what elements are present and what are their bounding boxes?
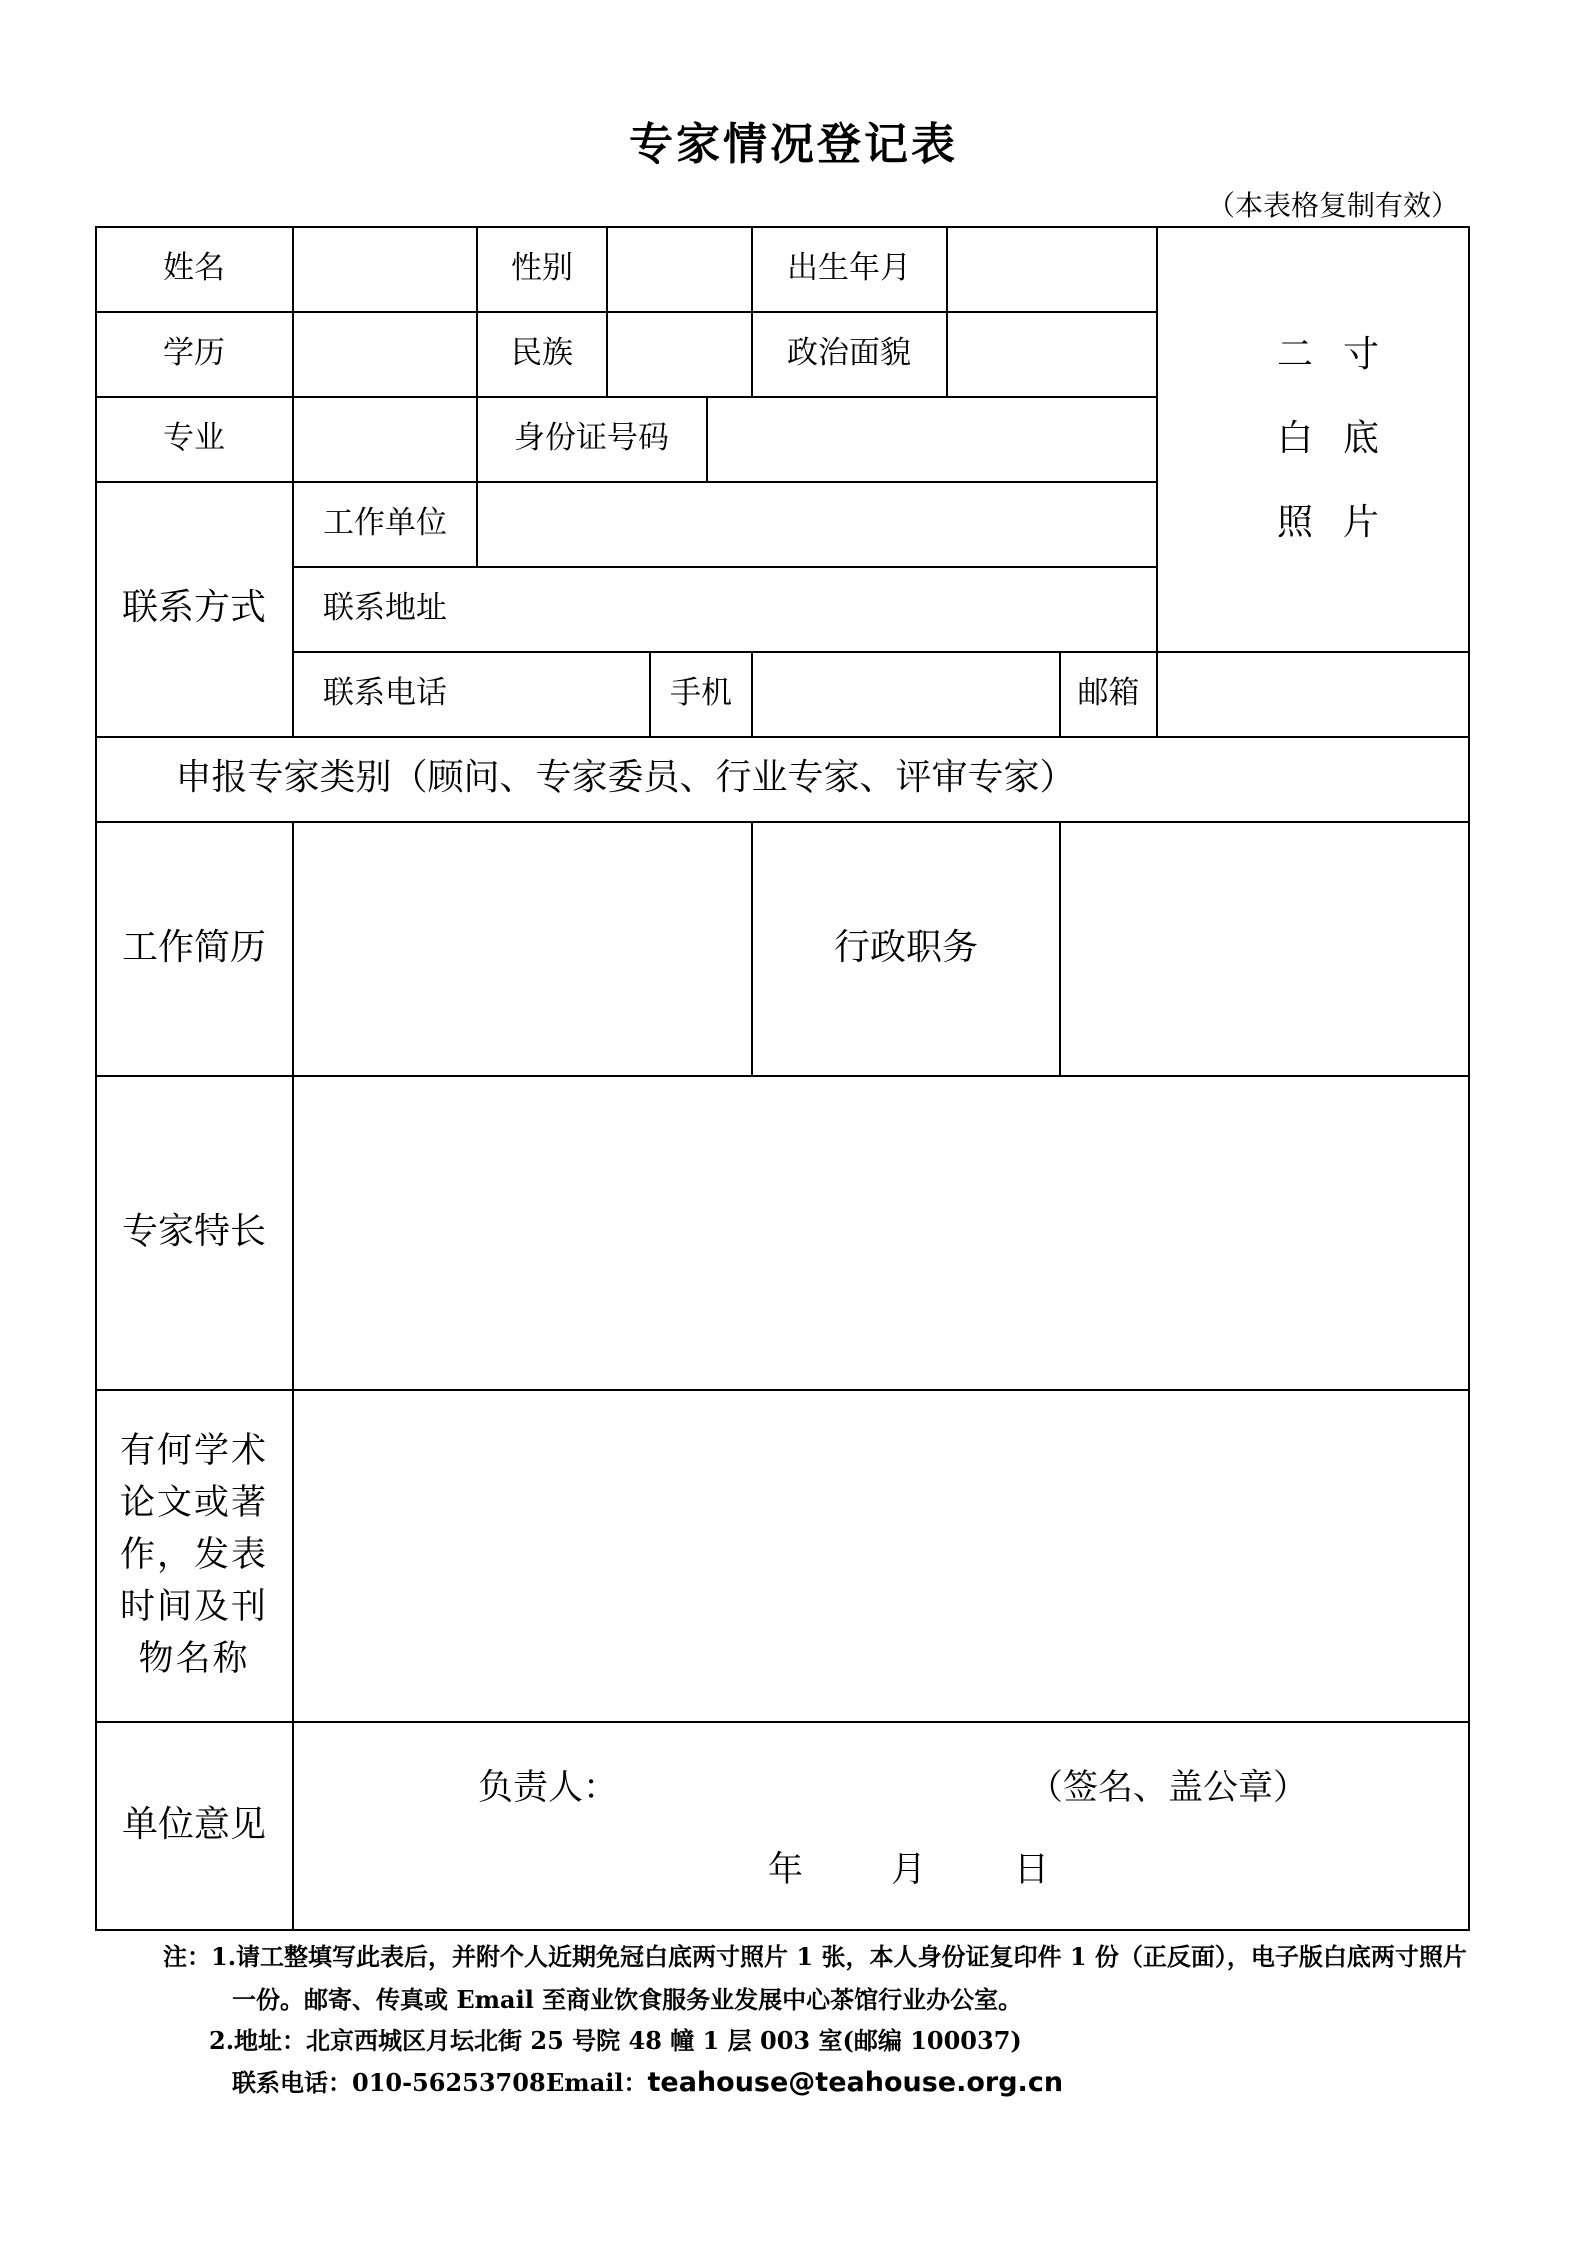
political-status-field[interactable] [948,311,1156,396]
name-field[interactable] [294,226,476,311]
email-address-link[interactable]: teahouse@teahouse.org.cn [647,2067,1064,2098]
birth-label: 出生年月 [787,249,911,286]
unit-opinion-label: 单位意见 [121,1803,266,1845]
photo-text-line2: 白底 [1276,417,1409,459]
note-1-line1: 注：1.请工整填写此表后，并附个人近期免冠白底两寸照片 1 张，本人身份证复印件 1 份（正反面），电子版白底两寸照片 [163,1942,1467,1971]
id-number-label: 身份证号码 [514,419,669,456]
phone-field[interactable] [478,651,649,736]
email-prefix: Email： [546,2068,648,2097]
education-field[interactable] [294,311,476,396]
responsible-person-label: 负责人： [478,1768,619,1808]
expert-category-label: 申报专家类别（顾问、专家委员、行业专家、评审专家） [175,757,1076,799]
education-label: 学历 [163,334,225,371]
gender-field[interactable] [608,226,751,311]
photo-placeholder[interactable] [1158,226,1498,651]
date-label: 年 月 日 [768,1850,1056,1890]
position-field[interactable] [1061,821,1468,1075]
ethnicity-field[interactable] [608,311,751,396]
phone-label: 联系电话 [323,674,447,711]
major-label: 专业 [163,419,225,456]
ethnicity-label: 民族 [511,334,573,371]
major-field[interactable] [294,396,476,481]
position-label: 行政职务 [833,926,978,968]
signature-stamp-label: （签名、盖公章） [1028,1768,1309,1808]
copy-valid-note: （本表格复制有效） [1206,189,1459,222]
mobile-label: 手机 [670,674,732,711]
address-field[interactable] [478,566,1156,651]
gender-label: 性别 [511,249,573,286]
address-label: 联系地址 [323,589,447,626]
email-label: 邮箱 [1077,674,1140,711]
birth-field[interactable] [948,226,1156,311]
mobile-field[interactable] [753,651,1059,736]
specialty-label: 专家特长 [121,1210,266,1252]
photo-text-line3: 照片 [1276,501,1409,543]
expert-category-field[interactable] [1158,736,1468,821]
photo-text-line1: 二寸 [1276,333,1409,375]
employer-label: 工作单位 [323,504,447,541]
resume-field[interactable] [294,821,751,1075]
note-2-address: 2.地址：北京西城区月坛北街 25 号院 48 幢 1 层 003 室(邮编 100037) [209,2026,1022,2055]
publications-field[interactable] [294,1389,1468,1721]
form-title: 专家情况登记表 [629,119,958,170]
contact-phone-note: 联系电话：010-56253708 [232,2068,546,2097]
specialty-field[interactable] [294,1075,1468,1389]
name-label: 姓名 [163,249,225,286]
contact-group-label: 联系方式 [121,587,266,629]
id-number-field[interactable] [708,396,1156,481]
note-1-line2: 一份。邮寄、传真或 Email 至商业饮食服务业发展中心茶馆行业办公室。 [232,1985,1023,2014]
contact-email-note [546,2063,1063,2098]
publications-label: 有何学术论文或著作，发表时间及刊物名称 [119,1431,268,1679]
email-field[interactable] [1158,651,1468,736]
political-status-label: 政治面貌 [787,334,911,371]
employer-field[interactable] [478,481,1156,566]
resume-label: 工作简历 [121,926,266,968]
unit-opinion-field[interactable] [294,1721,1468,1929]
